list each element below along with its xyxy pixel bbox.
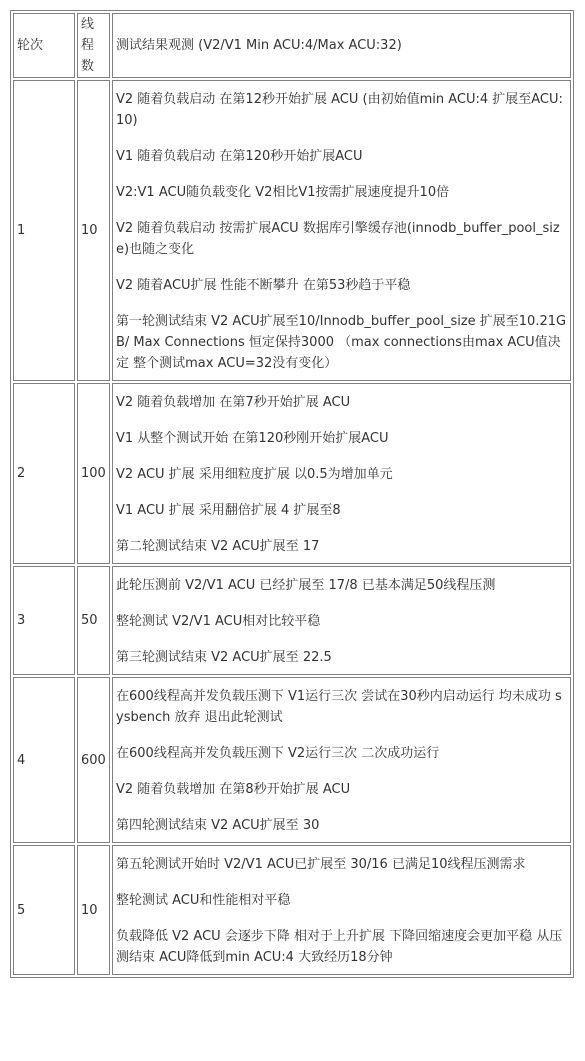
observation-line: 负载降低 V2 ACU 会逐步下降 相对于上升扩展 下降回缩速度会更加平稳 从压测结束 ACU降低到min ACU:4 大致经历18分钟 bbox=[116, 929, 563, 965]
observation-line: V2 随着负载增加 在第7秒开始扩展 ACU bbox=[116, 395, 351, 410]
table-row bbox=[13, 566, 571, 675]
header-round: 轮次 bbox=[13, 13, 75, 78]
threads-cell: 10 bbox=[77, 80, 110, 381]
observations-cell bbox=[112, 566, 571, 675]
observation-line: 第五轮测试开始时 V2/V1 ACU已扩展至 30/16 已满足10线程压测需求 bbox=[116, 857, 526, 872]
threads-cell: 10 bbox=[77, 845, 110, 975]
observations-cell bbox=[112, 845, 571, 975]
observation-line: 在600线程高并发负载压测下 V1运行三次 尝试在30秒内启动运行 均未成功 sysbench 放弃 退出此轮测试 bbox=[116, 689, 562, 725]
observation-line: 第二轮测试结束 V2 ACU扩展至 17 bbox=[116, 539, 320, 554]
results-table-body bbox=[13, 13, 571, 975]
observation-line: V2 随着负载启动 按需扩展ACU 数据库引擎缓存池(innodb_buffer_pool_size)也随之变化 bbox=[116, 221, 560, 257]
round-cell: 1 bbox=[13, 80, 75, 381]
observation-line: 第四轮测试结束 V2 ACU扩展至 30 bbox=[116, 818, 320, 833]
observations-cell bbox=[112, 80, 571, 381]
observation-line: 此轮压测前 V2/V1 ACU 已经扩展至 17/8 已基本满足50线程压测 bbox=[116, 578, 496, 593]
observation-line: V2 ACU 扩展 采用细粒度扩展 以0.5为增加单元 bbox=[116, 467, 393, 482]
round-cell: 4 bbox=[13, 677, 75, 843]
observation-line: V1 ACU 扩展 采用翻倍扩展 4 扩展至8 bbox=[116, 503, 341, 518]
observation-line: 在600线程高并发负载压测下 V2运行三次 二次成功运行 bbox=[116, 746, 440, 761]
header-threads: 线程数 bbox=[77, 13, 110, 78]
observation-line: 整轮测试 ACU和性能相对平稳 bbox=[116, 893, 291, 908]
observation-line: V1 从整个测试开始 在第120秒刚开始扩展ACU bbox=[116, 431, 389, 446]
observations-cell bbox=[112, 677, 571, 843]
header-results: 测试结果观测 (V2/V1 Min ACU:4/Max ACU:32) bbox=[112, 13, 571, 78]
observation-line: V2:V1 ACU随负载变化 V2相比V1按需扩展速度提升10倍 bbox=[116, 185, 450, 200]
round-cell: 3 bbox=[13, 566, 75, 675]
observation-line: V2 随着负载启动 在第12秒开始扩展 ACU (由初始值min ACU:4 扩展至ACU:10) bbox=[116, 92, 563, 128]
observation-line: V2 随着ACU扩展 性能不断攀升 在第53秒趋于平稳 bbox=[116, 278, 411, 293]
observation-line: 整轮测试 V2/V1 ACU相对比较平稳 bbox=[116, 614, 321, 629]
round-cell: 5 bbox=[13, 845, 75, 975]
observation-line: 第三轮测试结束 V2 ACU扩展至 22.5 bbox=[116, 650, 332, 665]
observation-line: 第一轮测试结束 V2 ACU扩展至10/Innodb_buffer_pool_size 扩展至10.21GB/ Max Connections 恒定保持3000 （max connections由max ACU值决定 整个测试max ACU=32没有变化） bbox=[116, 314, 567, 371]
header-row bbox=[13, 13, 571, 78]
observation-line: V1 随着负载启动 在第120秒开始扩展ACU bbox=[116, 149, 363, 164]
table-row bbox=[13, 383, 571, 564]
observation-line: V2 随着负载增加 在第8秒开始扩展 ACU bbox=[116, 782, 351, 797]
round-cell: 2 bbox=[13, 383, 75, 564]
table-row bbox=[13, 80, 571, 381]
threads-cell: 100 bbox=[77, 383, 110, 564]
observations-cell bbox=[112, 383, 571, 564]
table-row bbox=[13, 845, 571, 975]
threads-cell: 50 bbox=[77, 566, 110, 675]
threads-cell: 600 bbox=[77, 677, 110, 843]
results-table bbox=[10, 10, 574, 978]
table-row bbox=[13, 677, 571, 843]
